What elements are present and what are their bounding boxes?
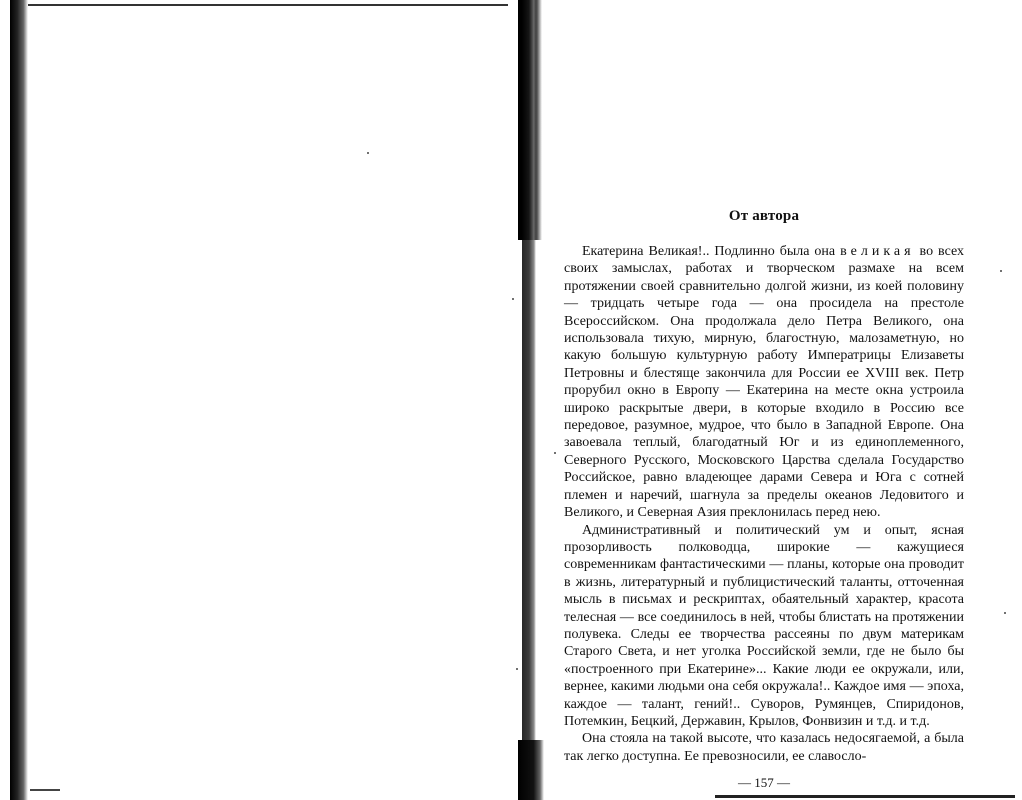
paragraph-1-emphasis: великая	[840, 244, 915, 259]
paragraph-1	[564, 243, 964, 522]
paragraph-2: Административный и политический ум и опыт, ясная прозорливость полководца, широкие — кажущиеся современникам фантастическими — планы, которые она проводит в жизнь, литературный и публицистический таланты, отточенная мысль в письмах и рескриптах, обаятельный характер, красота телесная — все соединилось в ней, чтобы блистать на протяжении полувека. Следы ее творчества рассеяны по двум материкам Старого Света, и нет уголка Российской земли, где не было бы «построенного при Екатерине»... Какие люди ее окружали, или, вернее, какими людьми она себя окружала!.. Каждое имя — эпоха, каждое — талант, гений!.. Суворов, Румянцев, Спиридонов, Потемкин, Бецкий, Державин, Крылов, Фонвизин и т.д. и т.д.	[564, 522, 964, 729]
book-gutter-shadow	[518, 0, 548, 800]
scan-speck	[516, 668, 518, 670]
page-number: — 157 —	[738, 775, 790, 791]
gutter-shadow-bottom	[518, 740, 544, 800]
book-page	[564, 208, 964, 791]
scan-speck	[1004, 612, 1006, 614]
scan-top-rule	[28, 4, 508, 6]
scan-speck	[554, 452, 556, 454]
paragraph-3: Она стояла на такой высоте, что казалась недосягаемой, а была так легко доступна. Ее превозносили, ее славосло-	[564, 731, 964, 764]
page-title: От автора	[728, 208, 800, 224]
scan-left-edge	[10, 0, 28, 800]
paragraph-1-lead: Екатерина Великая!.. Подлинно была она	[582, 244, 841, 259]
scan-bottom-rule-left	[30, 789, 60, 791]
scan-speck	[1000, 270, 1002, 272]
paragraph-1-rest: во всех своих замыслах, работах и творческом размахе на всем протяжении своей сравнительно долгой жизни, из коей половину — тридцать четыре года — она просидела на престоле Всероссийском. Она продолжала дело Петра Великого, она использовала тихую, мирную, благостную, малозаметную, но какую большую культурную работу Императрицы Елизаветы Петровны и блестяще закончила для России ее XVIII век. Петр прорубил окно в Европу — Екатерина на месте окна устроила широко раскрытые двери, в которые входило в Россию все передовое, разумное, мудрое, что было в Западной Европе. Она завоевала теплый, благодатный Юг и из единоплеменного, Северного Русского, Московского Царства сделала Государство Российское, равно владеющее дарами Севера и Юга с сотней племен и наречий, шагнула за пределы океанов Ледовитого и Великого, и Северная Азия преклонилась перед нею.	[564, 244, 964, 521]
gutter-shadow-band	[522, 0, 536, 800]
scan-speck	[512, 298, 514, 300]
scan-speck	[367, 152, 369, 154]
scan-bottom-rule	[715, 795, 1015, 798]
